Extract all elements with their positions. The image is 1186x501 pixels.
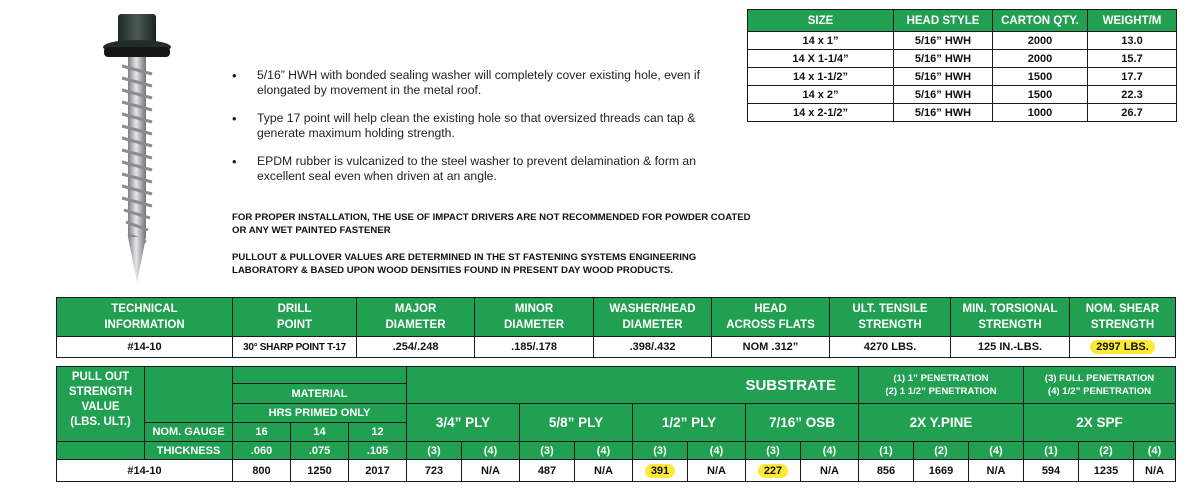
shear-header: NOM. SHEAR STRENGTH	[1070, 298, 1176, 337]
weight-cell: 22.3	[1088, 86, 1177, 104]
penetration-code: (3)	[633, 442, 688, 460]
pullout-strength-table	[56, 366, 1176, 482]
substrate-2x-ypine: 2X Y.PINE	[859, 404, 1024, 442]
minor-diameter-header: MINOR DIAMETER	[475, 298, 594, 337]
penetration-code: (4)	[462, 442, 520, 460]
torsional-header: MIN. TORSIONAL STRENGTH	[951, 298, 1070, 337]
head-style-header: HEAD STYLE	[894, 10, 993, 32]
size-table	[747, 9, 1177, 122]
carton-qty-cell: 2000	[993, 32, 1088, 50]
penetration-code: (4)	[969, 442, 1024, 460]
penetration-legend-left: (1) 1” PENETRATION (2) 1 1/2” PENETRATION	[859, 367, 1024, 404]
thickness-105: .105	[349, 442, 407, 460]
thickness-075: .075	[291, 442, 349, 460]
pullout-note: PULLOUT & PULLOVER VALUES ARE DETERMINED IN THE ST FASTENING SYSTEMS ENGINEERING LABORATORY & BASED UPON WOOD DENSITIES FOUND IN PRESENT DAY WOOD PRODUCTS.	[232, 252, 697, 276]
screw-image	[92, 0, 182, 285]
substrate-value: N/A	[462, 460, 520, 482]
substrate-value: 1235	[1079, 460, 1134, 482]
tech-cell: .254/.248	[357, 337, 475, 358]
substrate-value: N/A	[575, 460, 633, 482]
weight-header: WEIGHT/M	[1088, 10, 1177, 32]
carton-qty-header: CARTON QTY.	[993, 10, 1088, 32]
substrate-value: 487	[520, 460, 575, 482]
pullout-blank	[145, 367, 233, 423]
table-row	[748, 104, 1177, 122]
head-style-cell: 5/16” HWH	[894, 104, 993, 122]
substrate-value: 1669	[914, 460, 969, 482]
bullet-item: • EPDM rubber is vulcanized to the steel washer to prevent delamination & form an excellent seal even when driven at an angle.	[230, 154, 730, 184]
bullet-item: • Type 17 point will help clean the existing hole so that oversized threads can tap & generate maximum holding strength.	[230, 111, 730, 141]
weight-cell: 17.7	[1088, 68, 1177, 86]
gauge-14: 14	[291, 423, 349, 442]
penetration-code: (3)	[520, 442, 575, 460]
technical-information-table	[56, 297, 1176, 358]
substrate-value	[746, 460, 801, 482]
penetration-code: (3)	[746, 442, 801, 460]
substrate-2x-spf: 2X SPF	[1024, 404, 1176, 442]
material-value: 800	[233, 460, 291, 482]
substrate-value: N/A	[688, 460, 746, 482]
table-row	[748, 86, 1177, 104]
penetration-code: (1)	[1024, 442, 1079, 460]
substrate-value	[633, 460, 688, 482]
material-blank	[233, 367, 407, 384]
head-style-cell: 5/16” HWH	[894, 50, 993, 68]
gauge-12: 12	[349, 423, 407, 442]
thickness-label: THICKNESS	[145, 442, 233, 460]
drill-point-header: DRILL POINT	[233, 298, 357, 337]
tech-cell: 125 IN.-LBS.	[951, 337, 1070, 358]
substrate-value: N/A	[1134, 460, 1176, 482]
material-header: MATERIAL	[233, 384, 407, 404]
size-header: SIZE	[748, 10, 894, 32]
hrs-header: HRS PRIMED ONLY	[233, 404, 407, 423]
pullout-blank-cell	[57, 442, 145, 460]
tech-cell: 30° SHARP POINT T-17	[233, 337, 357, 358]
penetration-code: (2)	[1079, 442, 1134, 460]
table-row	[57, 337, 1176, 358]
tech-cell: .398/.432	[594, 337, 712, 358]
tech-cell: NOM .312”	[712, 337, 830, 358]
size-cell: 14 x 2-1/2”	[748, 104, 894, 122]
weight-cell: 26.7	[1088, 104, 1177, 122]
carton-qty-cell: 1000	[993, 104, 1088, 122]
highlighted-value: 391	[645, 464, 675, 478]
penetration-code: (4)	[688, 442, 746, 460]
penetration-code: (4)	[1134, 442, 1176, 460]
weight-cell: 13.0	[1088, 32, 1177, 50]
substrate-5-8-ply: 5/8” PLY	[520, 404, 633, 442]
size-cell: 14 x 1-1/2”	[748, 68, 894, 86]
table-row	[748, 50, 1177, 68]
table-row	[748, 68, 1177, 86]
penetration-code: (4)	[575, 442, 633, 460]
substrate-1-2-ply: 1/2” PLY	[633, 404, 746, 442]
penetration-code: (2)	[914, 442, 969, 460]
tech-cell: .185/.178	[475, 337, 594, 358]
size-cell: 14 X 1-1/4”	[748, 50, 894, 68]
pullout-row-label: #14-10	[57, 460, 233, 482]
head-across-flats-header: HEAD ACROSS FLATS	[712, 298, 830, 337]
major-diameter-header: MAJOR DIAMETER	[357, 298, 475, 337]
substrate-value: 594	[1024, 460, 1079, 482]
nom-gauge-label: NOM. GAUGE	[145, 423, 233, 442]
substrate-value: N/A	[969, 460, 1024, 482]
tensile-header: ULT. TENSILE STRENGTH	[830, 298, 951, 337]
penetration-code: (4)	[801, 442, 859, 460]
material-value: 2017	[349, 460, 407, 482]
highlighted-value: 227	[758, 464, 788, 478]
head-style-cell: 5/16” HWH	[894, 32, 993, 50]
bullet-item: • 5/16” HWH with bonded sealing washer will completely cover existing hole, even if elongated by movement in the metal roof.	[230, 68, 730, 98]
penetration-code: (3)	[407, 442, 462, 460]
material-value: 1250	[291, 460, 349, 482]
penetration-legend-right: (3) FULL PENETRATION (4) 1/2” PENETRATION	[1024, 367, 1176, 404]
penetration-code: (1)	[859, 442, 914, 460]
carton-qty-cell: 2000	[993, 50, 1088, 68]
tech-cell	[1070, 337, 1176, 358]
substrate-value: N/A	[801, 460, 859, 482]
substrate-7-16-osb: 7/16” OSB	[746, 404, 859, 442]
feature-bullets	[230, 68, 730, 197]
tech-cell: 4270 LBS.	[830, 337, 951, 358]
pullout-title: PULL OUT STRENGTH VALUE (LBS. ULT.)	[57, 367, 145, 442]
table-row	[57, 460, 1176, 482]
size-cell: 14 x 1”	[748, 32, 894, 50]
size-cell: 14 x 2”	[748, 86, 894, 104]
table-row	[748, 32, 1177, 50]
substrate-value: 856	[859, 460, 914, 482]
thickness-060: .060	[233, 442, 291, 460]
tech-header: TECHNICAL INFORMATION	[57, 298, 233, 337]
substrate-3-4-ply: 3/4” PLY	[407, 404, 520, 442]
carton-qty-cell: 1500	[993, 68, 1088, 86]
washer-head-header: WASHER/HEAD DIAMETER	[594, 298, 712, 337]
carton-qty-cell: 1500	[993, 86, 1088, 104]
installation-note: FOR PROPER INSTALLATION, THE USE OF IMPACT DRIVERS ARE NOT RECOMMENDED FOR POWDER COATED OR ANY WET PAINTED FASTENER	[232, 212, 751, 236]
gauge-16: 16	[233, 423, 291, 442]
head-style-cell: 5/16” HWH	[894, 86, 993, 104]
substrate-value: 723	[407, 460, 462, 482]
head-style-cell: 5/16” HWH	[894, 68, 993, 86]
tech-cell: #14-10	[57, 337, 233, 358]
substrate-label: SUBSTRATE	[407, 367, 859, 404]
weight-cell: 15.7	[1088, 50, 1177, 68]
highlighted-value: 2997 LBS.	[1090, 340, 1155, 354]
